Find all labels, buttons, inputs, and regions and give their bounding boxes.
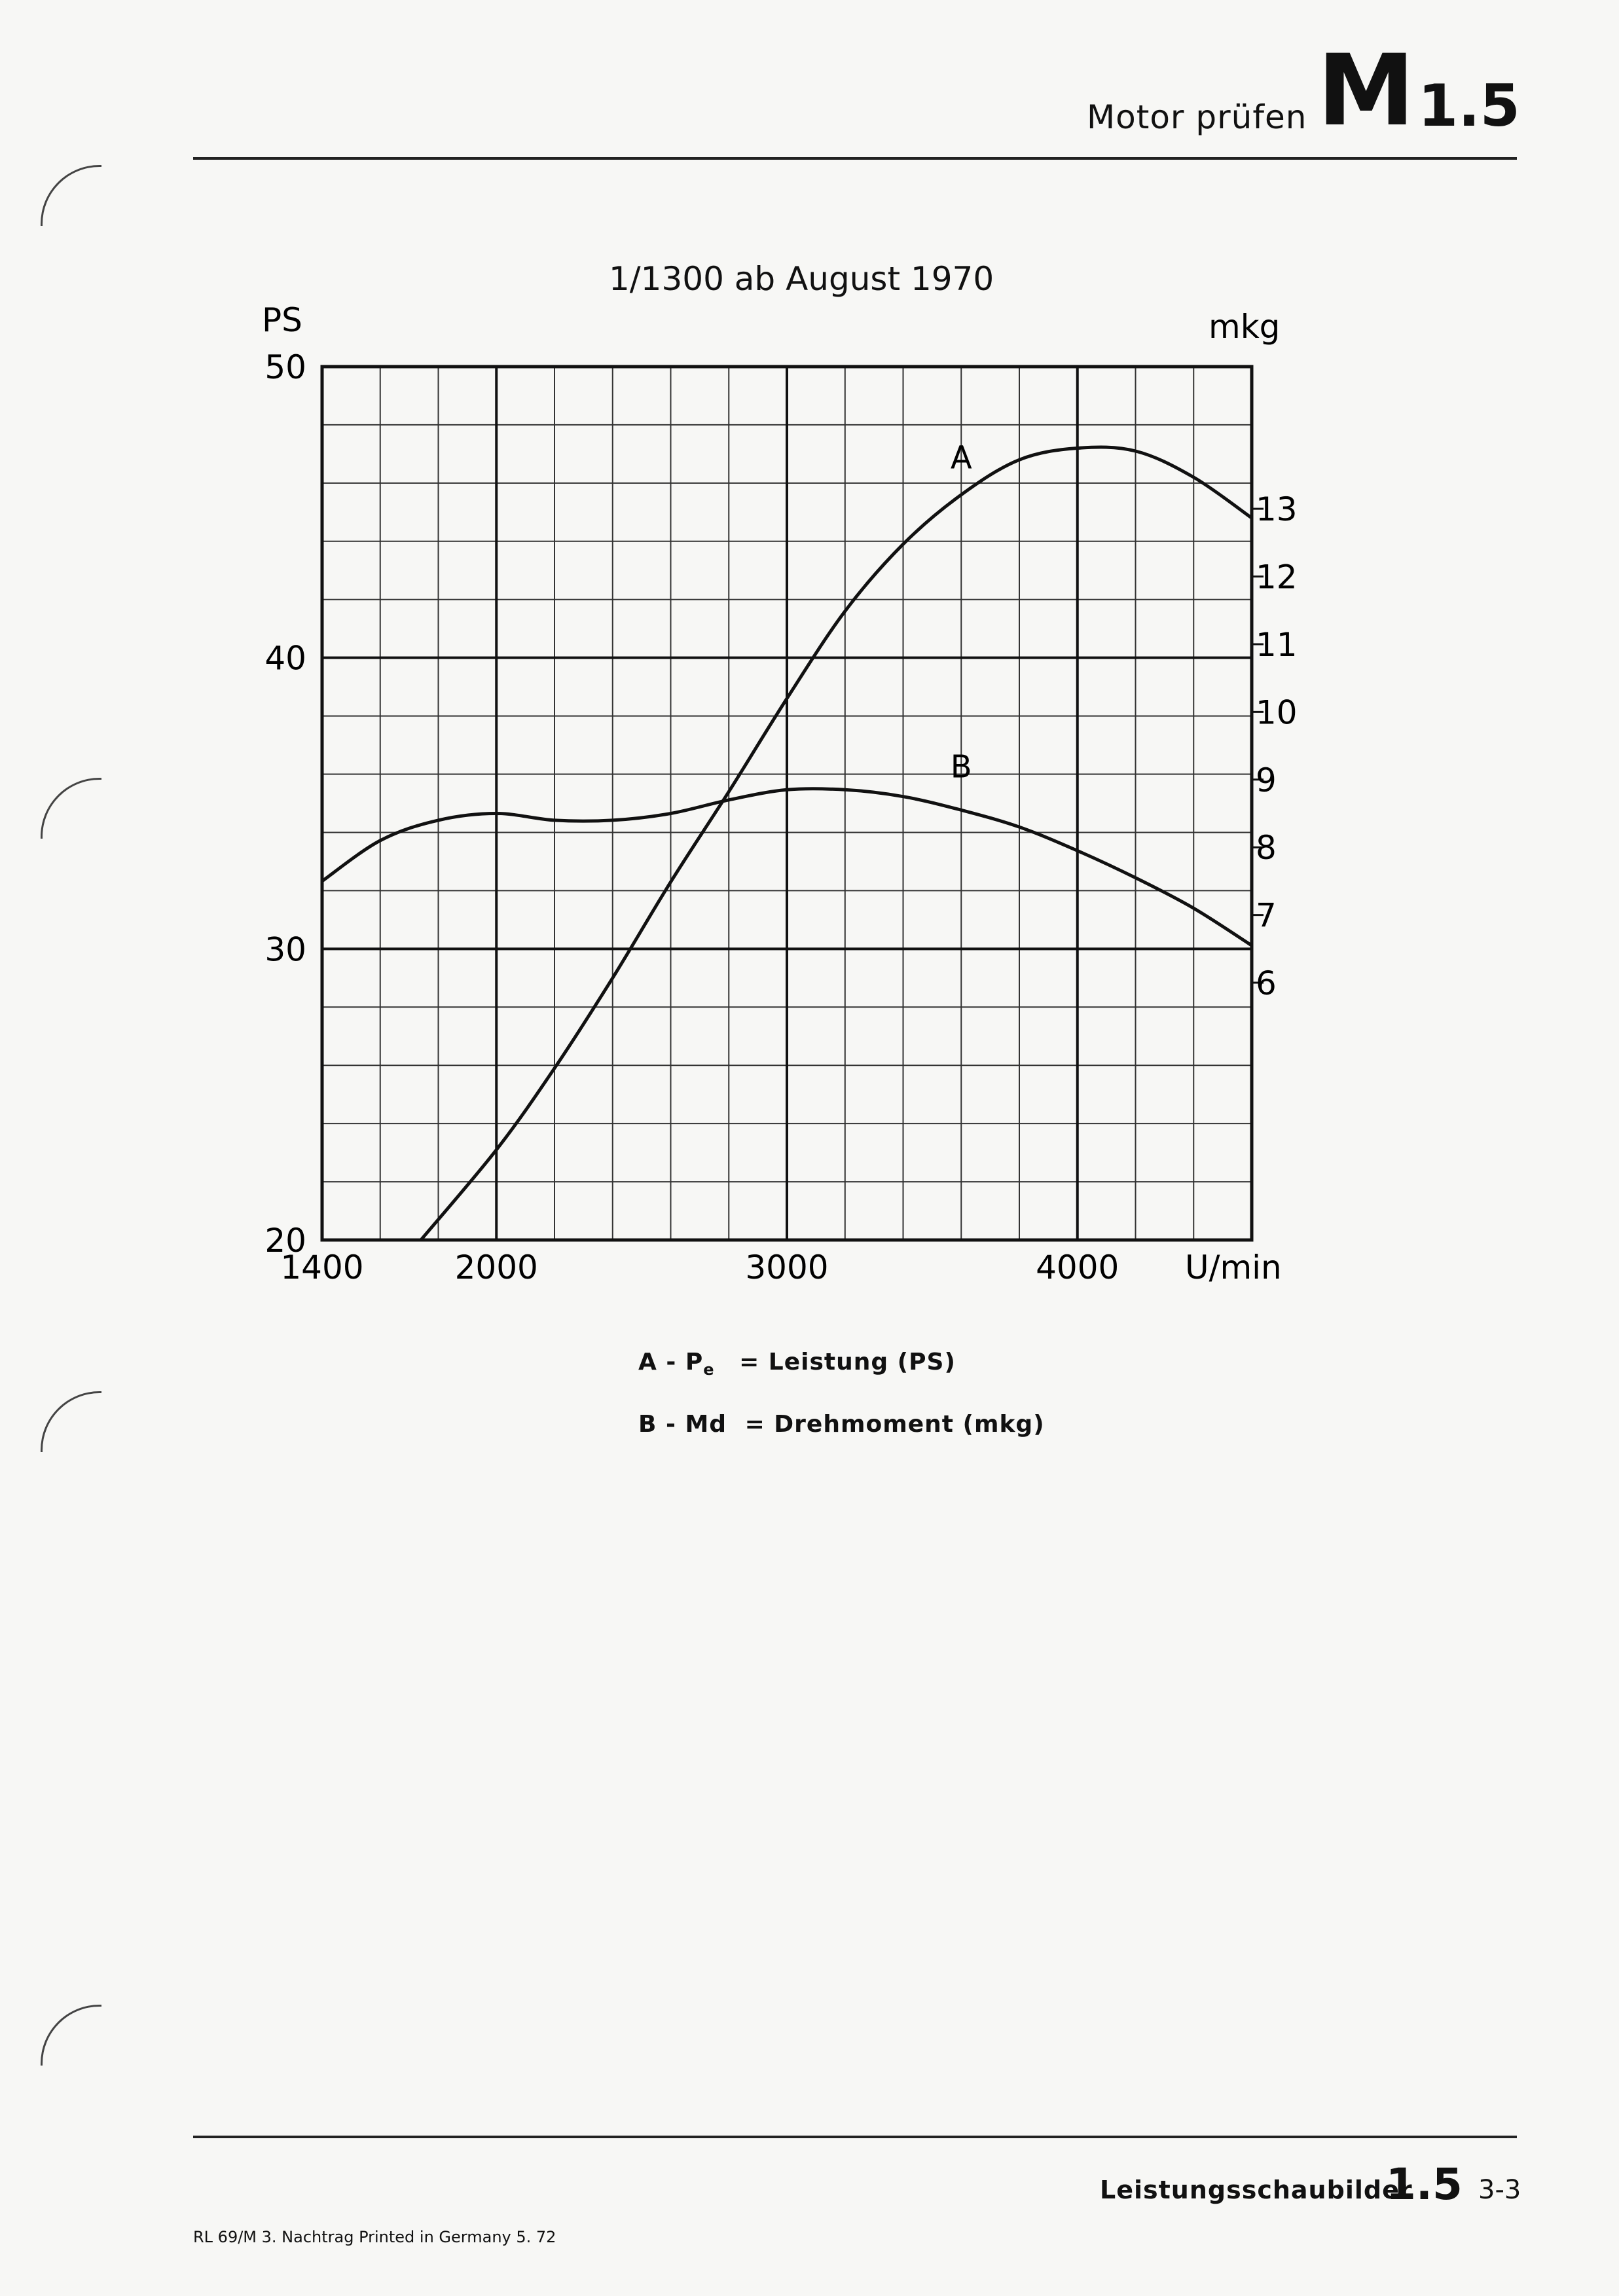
legend-a-text: = Leistung (PS) [739,1349,956,1376]
y-right-tick-label: 8 [1256,829,1277,867]
section-title: Motor prüfen [1087,98,1307,136]
legend-b-key: B - Md [638,1411,727,1438]
x-tick-label: 2000 [454,1248,538,1286]
footer-number: 1.5 [1386,2159,1463,2210]
footer-page: 3-3 [1478,2175,1521,2205]
y-right-tick-label: 12 [1256,558,1298,596]
y-left-axis-label: PS [262,301,302,339]
y-right-tick-label: 6 [1256,964,1277,1003]
section-code-letter: M [1317,34,1411,148]
footer-rule [193,2136,1517,2138]
y-left-tick-label: 20 [264,1222,306,1260]
series-b-label: B [950,748,972,786]
x-tick-label: 4000 [1036,1248,1119,1286]
x-tick-label: 3000 [745,1248,829,1286]
legend-b [638,1411,1045,1438]
y-right-tick-label: 7 [1256,896,1277,935]
x-tick-label: 1400 [280,1248,364,1286]
y-right-tick-label: 13 [1256,490,1298,529]
y-left-tick-label: 30 [264,930,306,969]
series-a-label: A [950,439,972,477]
legend-a-key: A - P [638,1349,704,1376]
legend-a [638,1349,956,1379]
legend-b-text: = Drehmoment (mkg) [744,1411,1045,1438]
legend-a-subscript: e [703,1360,715,1379]
y-right-tick-label: 9 [1256,761,1277,799]
series-a-line [421,447,1252,1240]
punch-hole-4 [41,2005,101,2066]
punch-hole-3 [41,1391,101,1452]
section-code-number: 1.5 [1418,72,1520,139]
x-axis-label: U/min [1185,1248,1282,1286]
y-right-tick-label: 11 [1256,625,1298,664]
y-right-axis-label: mkg [1209,308,1281,346]
y-left-tick-label: 50 [264,348,306,386]
footer-label: Leistungsschaubilder [1100,2176,1413,2204]
imprint: RL 69/M 3. Nachtrag Printed in Germany 5. 72 [193,2228,556,2246]
y-right-tick-label: 10 [1256,693,1298,732]
chart-title: 1/1300 ab August 1970 [609,260,994,298]
y-left-tick-label: 40 [264,639,306,678]
